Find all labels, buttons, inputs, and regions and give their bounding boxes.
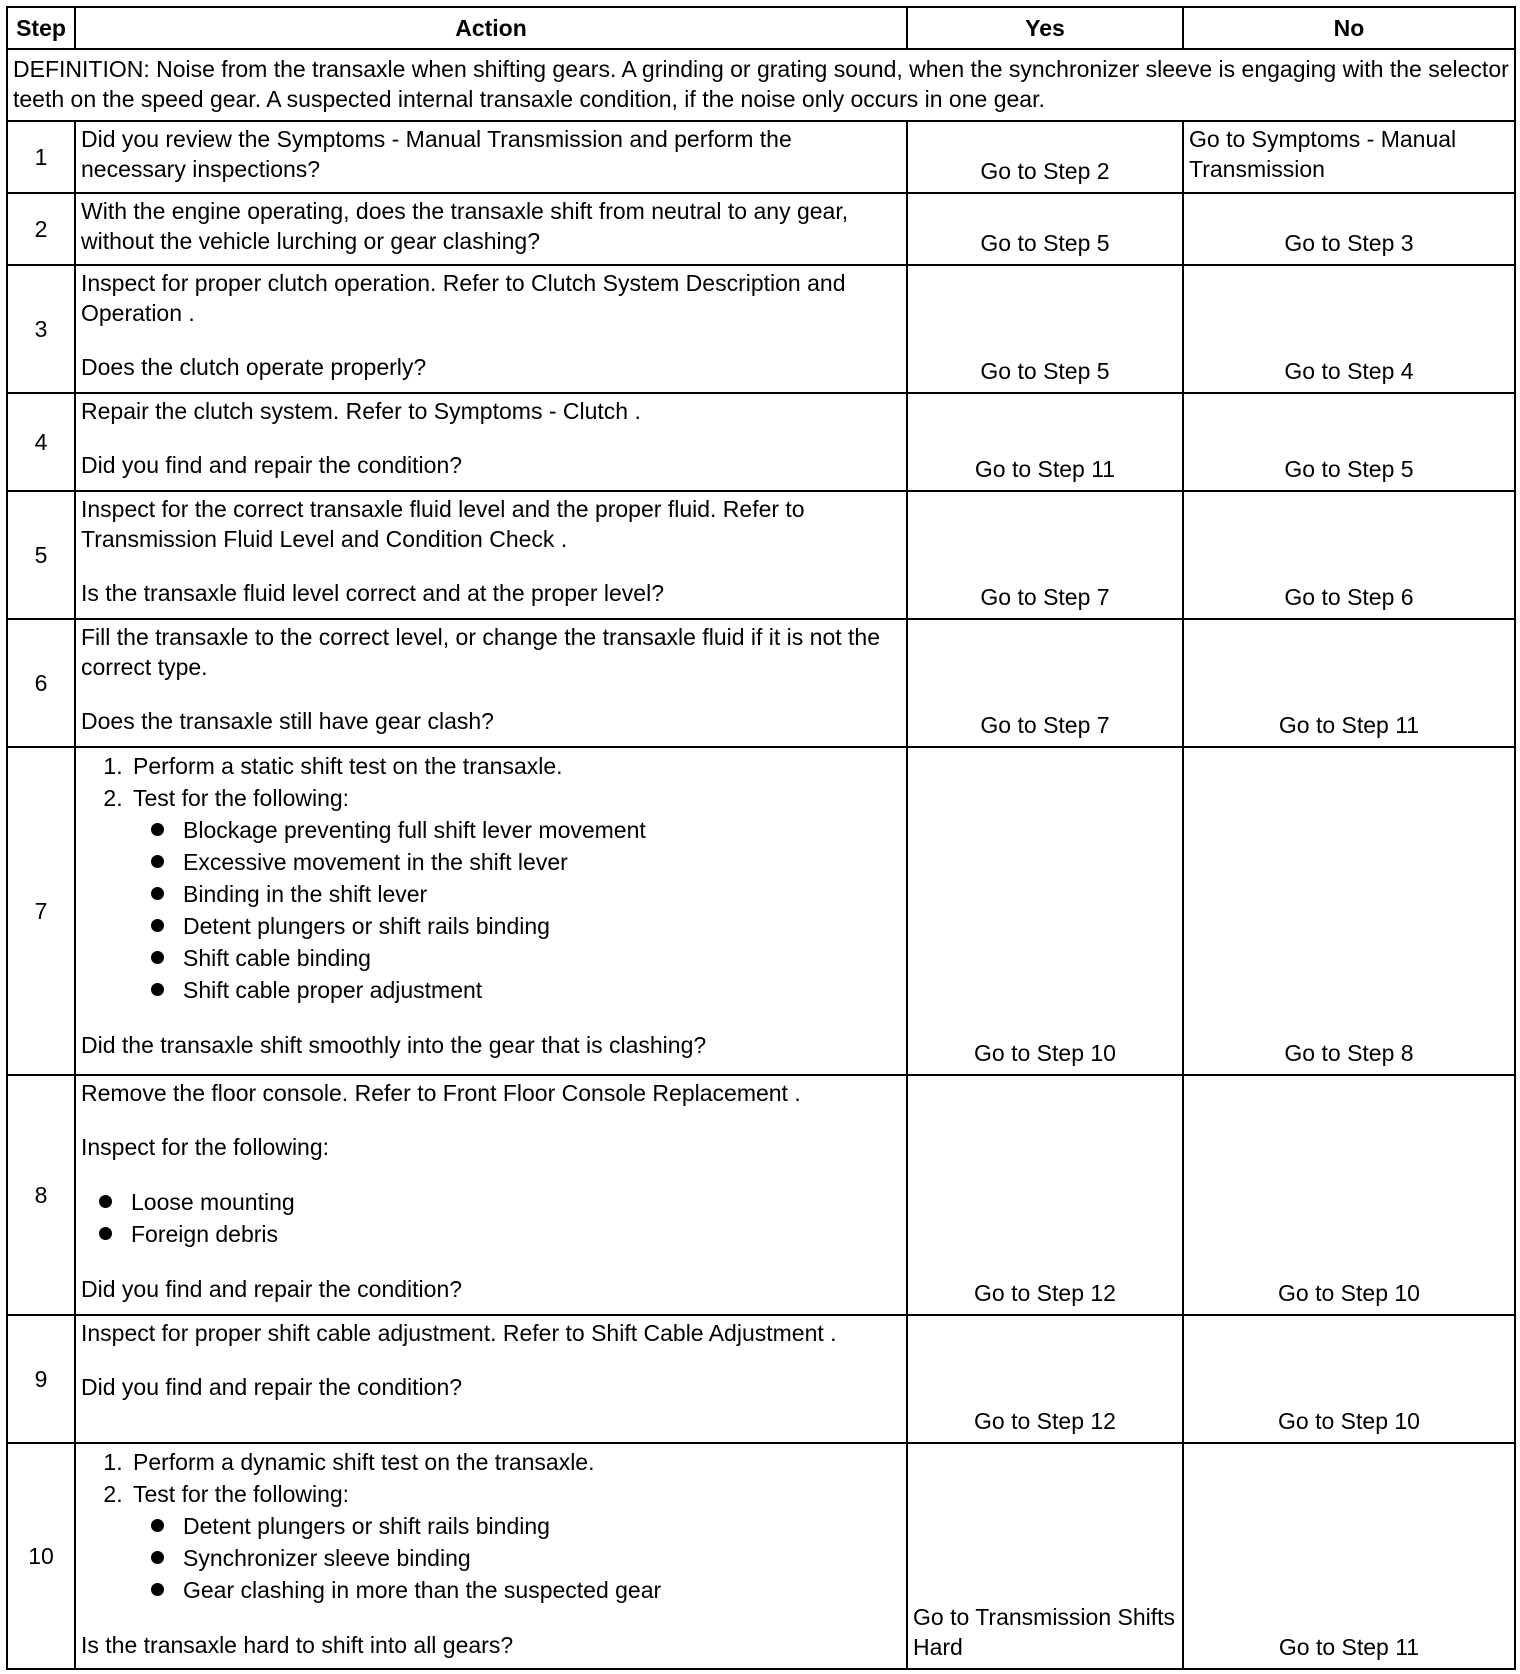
action-question: Did you find and repair the condition? [81,452,463,478]
bullet-item [129,1218,901,1250]
bullet-icon [151,855,164,868]
no-cell: Go to Step 10 [1183,1315,1515,1443]
table-row [7,1075,1515,1315]
no-cell: Go to Step 6 [1183,491,1515,619]
action-text: Inspect for the correct transaxle fluid level and the proper fluid. Refer to Transmission Fluid Level and Condition Check . [81,496,805,552]
header-no: No [1183,7,1515,49]
header-yes: Yes [907,7,1183,49]
bullet-item [181,878,901,910]
action-question: Is the transaxle hard to shift into all gears? [81,1632,514,1658]
list-item-text: Test for the following: [133,785,350,811]
bullet-text: Binding in the shift lever [183,881,428,907]
bullet-item [181,814,901,846]
yes-cell: Go to Step 5 [907,265,1183,393]
table-row [7,747,1515,1075]
no-cell: Go to Step 10 [1183,1075,1515,1315]
table-row [7,121,1515,193]
list-item [129,1478,901,1606]
bullet-text: Gear clashing in more than the suspected gear [183,1577,662,1603]
action-question: Did you find and repair the condition? [81,1276,463,1302]
action-cell [75,193,907,265]
bullet-icon [151,1551,164,1564]
action-text: Inspect for proper shift cable adjustment. Refer to Shift Cable Adjustment . [81,1320,837,1346]
no-cell: Go to Step 3 [1183,193,1515,265]
table-row [7,491,1515,619]
bullet-item [181,910,901,942]
step-number: 3 [7,265,75,393]
yes-cell: Go to Step 10 [907,747,1183,1075]
action-text: Did you review the Symptoms - Manual Transmission and perform the necessary inspections? [81,126,792,182]
bullet-item [181,1542,901,1574]
no-cell: Go to Step 5 [1183,393,1515,491]
bullet-list [81,1186,901,1250]
yes-cell: Go to Step 7 [907,491,1183,619]
action-question: Does the transaxle still have gear clash? [81,708,494,734]
step-number: 10 [7,1443,75,1669]
step-number: 2 [7,193,75,265]
header-action: Action [75,7,907,49]
bullet-item [181,942,901,974]
numbered-list [81,750,901,1006]
bullet-list [133,814,901,1006]
table-row [7,193,1515,265]
bullet-icon [99,1195,112,1208]
action-cell [75,121,907,193]
yes-cell: Go to Step 11 [907,393,1183,491]
yes-cell: Go to Step 7 [907,619,1183,747]
bullet-item [181,1574,901,1606]
step-number: 9 [7,1315,75,1443]
step-number: 4 [7,393,75,491]
no-cell: Go to Step 11 [1183,619,1515,747]
yes-cell: Go to Step 5 [907,193,1183,265]
action-question: Did the transaxle shift smoothly into the gear that is clashing? [81,1032,707,1058]
no-cell: Go to Symptoms - Manual Transmission [1183,121,1515,193]
diagnostic-table-page [6,6,1514,1668]
bullet-icon [151,1583,164,1596]
bullet-list [133,1510,901,1606]
action-cell [75,491,907,619]
bullet-text: Detent plungers or shift rails binding [183,913,550,939]
step-number: 5 [7,491,75,619]
bullet-text: Synchronizer sleeve binding [183,1545,471,1571]
no-cell: Go to Step 4 [1183,265,1515,393]
definition-text: DEFINITION: Noise from the transaxle when shifting gears. A grinding or grating sound, when the synchronizer sleeve is engaging with the selector teeth on the speed gear. A suspected internal transaxle condition, if the noise only occurs in one gear. [7,49,1515,121]
definition-row [7,49,1515,121]
bullet-item [129,1186,901,1218]
step-number: 1 [7,121,75,193]
bullet-text: Shift cable binding [183,945,371,971]
yes-cell: Go to Step 2 [907,121,1183,193]
list-item [129,782,901,1006]
step-number: 7 [7,747,75,1075]
bullet-icon [151,823,164,836]
action-cell [75,265,907,393]
table-row [7,265,1515,393]
step-number: 6 [7,619,75,747]
no-cell: Go to Step 11 [1183,1443,1515,1669]
yes-cell: Go to Step 12 [907,1315,1183,1443]
table-row [7,393,1515,491]
bullet-icon [151,983,164,996]
table-row [7,619,1515,747]
action-text: Inspect for proper clutch operation. Refer to Clutch System Description and Operation . [81,270,846,326]
action-cell [75,1443,907,1669]
action-text: Repair the clutch system. Refer to Symptoms - Clutch . [81,398,641,424]
step-number: 8 [7,1075,75,1315]
action-text: Inspect for the following: [81,1134,330,1160]
bullet-icon [151,887,164,900]
bullet-text: Shift cable proper adjustment [183,977,483,1003]
header-row [7,7,1515,49]
table-row [7,1443,1515,1669]
action-text: Fill the transaxle to the correct level, or change the transaxle fluid if it is not the correct type. [81,624,881,680]
bullet-item [181,1510,901,1542]
bullet-item [181,974,901,1006]
action-question: Does the clutch operate properly? [81,354,427,380]
list-item: 1. Perform a dynamic shift test on the transaxle. [129,1446,901,1478]
bullet-text: Detent plungers or shift rails binding [183,1513,550,1539]
action-text: With the engine operating, does the transaxle shift from neutral to any gear, without the vehicle lurching or gear clashing? [81,198,849,254]
action-text: Remove the floor console. Refer to Front Floor Console Replacement . [81,1080,801,1106]
bullet-icon [151,951,164,964]
numbered-list [81,1446,901,1606]
bullet-text: Foreign debris [131,1221,279,1247]
table-row [7,1315,1515,1443]
bullet-item [181,846,901,878]
list-item: 1. Perform a static shift test on the transaxle. [129,750,901,782]
diagnostic-table [6,6,1516,1670]
action-cell [75,747,907,1075]
action-cell [75,619,907,747]
no-cell: Go to Step 8 [1183,747,1515,1075]
action-cell [75,393,907,491]
yes-cell: Go to Step 12 [907,1075,1183,1315]
action-cell [75,1315,907,1443]
bullet-icon [99,1227,112,1240]
bullet-text: Blockage preventing full shift lever movement [183,817,646,843]
bullet-icon [151,1519,164,1532]
yes-cell: Go to Transmission Shifts Hard [907,1443,1183,1669]
list-item-text: Test for the following: [133,1481,350,1507]
bullet-icon [151,919,164,932]
action-question: Is the transaxle fluid level correct and at the proper level? [81,580,664,606]
header-step: Step [7,7,75,49]
bullet-text: Excessive movement in the shift lever [183,849,568,875]
action-question: Did you find and repair the condition? [81,1374,463,1400]
bullet-text: Loose mounting [131,1189,295,1215]
action-cell [75,1075,907,1315]
